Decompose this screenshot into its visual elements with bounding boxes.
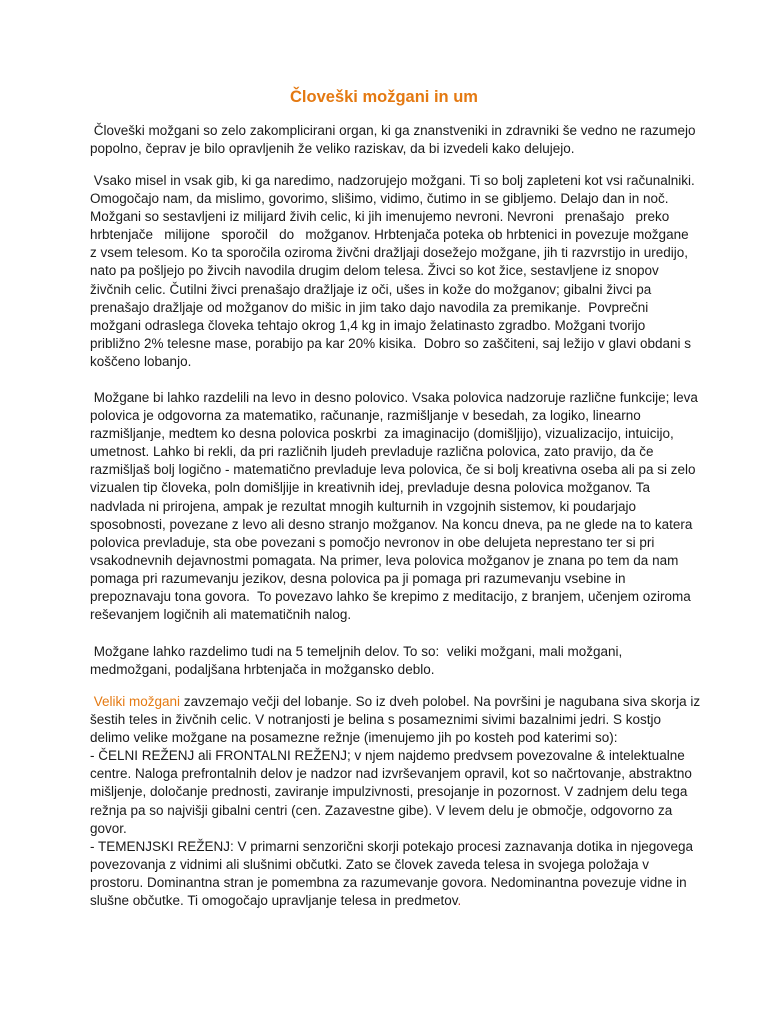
text-line: vsakodnevnih dejavnostmi pomagata. Na primer, leva polovica možganov je znana po tem da nam	[90, 552, 679, 568]
text-line: Možgani so sestavljeni iz milijard živih celic, ki jih imenujemo nevroni. Nevroni prenašajo preko	[90, 209, 670, 225]
text-line: popolno, čeprav je bilo opravljenih že veliko raziskav, da bi izvedeli kako delujejo.	[90, 141, 575, 157]
text-line	[90, 892, 690, 910]
text-line: centre. Naloga prefrontalnih delov je nadzor nad izvrševanjem opravil, kot so načrtovanje, abstraktno	[90, 766, 692, 782]
text-line: Možgane lahko razdelimo tudi na 5 temeljnih delov. To so: veliki možgani, mali možgani,	[90, 644, 623, 659]
text-line: hrbtenjače milijone sporočil do možganov. Hrbtenjača poteka ob hrbtenici in povezuje možgane	[90, 227, 689, 243]
text-line: govor.	[90, 820, 127, 836]
text-line: razmišljaš bolj logično - matematično prevladuje leva polovica, če si bolj kreativna oseba ali pa si zelo	[90, 462, 696, 478]
text-line: šestih teles in živčnih celic. V notranjosti je belina s posameznimi sivimi bazalnimi jedri. S kostjo	[90, 712, 661, 728]
last-line-text: slušne občutke. Ti omogočajo upravljanje telesa in predmetov	[90, 893, 458, 909]
text-line: Omogočajo nam, da mislimo, govorimo, slišimo, vidimo, čutimo in se gibljemo. Delajo dan in noč.	[90, 191, 669, 207]
document-title: Človeški možgani in um	[290, 88, 478, 106]
text-line: možgani odraslega človeka tehtajo okrog 1,4 kg in imajo želatinasto zgradbo. Možgani tvorijo	[90, 317, 646, 333]
text-line: umetnost. Lahko bi rekli, da pri različnih ljudeh prevladuje različna polovica, zato pravijo, da če	[90, 444, 654, 460]
paragraph-hemispheres	[90, 389, 698, 624]
text-line: z vsem telesom. Ko ta sporočila oziroma živčni dražljaji dosežejo možgane, jih ti razvrstijo in uredijo,	[90, 245, 688, 261]
paragraph-cerebrum	[90, 693, 701, 910]
text-line: prepoznavaju tona govora. To povezavo lahko še krepimo z meditacijo, z branjem, učenjem oziroma	[90, 589, 691, 605]
paragraph-five-parts	[90, 643, 690, 679]
paragraph-thoughts	[90, 172, 695, 371]
text-line: nadvlada ni prirojena, ampak je rezultat mnogih kulturnih in vzgojnih sistemov, ki poudarjajo	[90, 498, 637, 514]
text-line: Vsako misel in vsak gib, ki ga naredimo, nadzorujejo možgani. Ti so bolj zapleteni kot vsi računalniki.	[90, 173, 695, 188]
text-line	[90, 693, 701, 711]
end-mark: .	[457, 893, 462, 909]
text-line: vizualen tip človeka, poln domišljije in kreativnih idej, prevladuje desna polovica možganov. Ta	[90, 480, 651, 496]
text-line: delimo velike možgane na posamezne režnje (imenujemo jih po kosteh pod katerimi so):	[90, 730, 618, 746]
text-line: pomaga pri razumevanju jezikov, desna polovica pa ji pomaga pri razumevanju vsebine in	[90, 570, 626, 586]
text-line: reševanjem logičnih ali matematičnih nalog.	[90, 607, 352, 623]
text-line: polovica je odgovorna za matematiko, računanje, razmišljanje v besedah, za logiko, linearno	[90, 408, 641, 424]
text-line: živčnih celic. Čutilni živci prenašajo dražljaje iz oči, ušes in kože do možganov; gibalni živci pa	[90, 281, 652, 297]
text-line: približno 2% telesne mase, porabijo pa kar 20% kisika. Dobro so zaščiteni, saj ležijo v glavi obdani s	[90, 335, 692, 351]
text-line: mišljenje, določanje prednosti, zaviranje impulzivnosti, presojanje in pozornost. V zadnjem delu tega	[90, 784, 688, 800]
text-line: sposobnosti, povezane z levo ali desno stranjo možganov. Na koncu dneva, pa ne glede na to katera	[90, 516, 693, 532]
text-line: prostoru. Dominantna stran je pomembna za razumevanje govora. Nedominantna povezuje vidne in	[90, 874, 687, 890]
line-rest: zavzemajo večji del lobanje. So iz dveh polobel. Na površini je nagubana siva skorja iz	[180, 694, 701, 709]
text-line: - TEMENJSKI REŽENJ: V primarni senzorični skorji potekajo procesi zaznavanja dotika in njegovega	[90, 838, 694, 854]
text-line: - ČELNI REŽENJ ali FRONTALNI REŽENJ; v njem najdemo predvsem povezovalne & intelektualne	[90, 748, 685, 764]
text-line: režnja pa so najvišji gibalni centri (cen. Zazavestne gibe). V levem delu je območje, odgovorno za	[90, 802, 673, 818]
paragraph-intro	[90, 122, 696, 158]
text-line: nato pa pošljejo po živcih navodila drugim delom telesa. Živci so kot žice, sestavljene iz snopov	[90, 263, 659, 279]
text-line: koščeno lobanjo.	[90, 353, 192, 369]
text-line: medmožgani, podaljšana hrbtenjača in možgansko deblo.	[90, 662, 435, 678]
text-line: povezovanja z vidnimi ali slušnimi občutki. Zato se človek zaveda telesa in svojega položaja v	[90, 856, 650, 872]
highlighted-term: Veliki možgani	[93, 694, 181, 709]
text-line: polovica prevladuje, sta obe povezani s pomočjo nevronov in obe delujeta neprestano ter si pri	[90, 534, 655, 550]
text-line: razmišljanje, medtem ko desna polovica poskrbi za imaginacijo (domišljijo), vizualizacijo, intuicijo,	[90, 426, 674, 442]
text-line: Človeški možgani so zelo zakomplicirani organ, ki ga znanstveniki in zdravniki še vedno ne razumejo	[90, 123, 696, 138]
text-line: Možgane bi lahko razdelili na levo in desno polovico. Vsaka polovica nadzoruje različne funkcije; leva	[90, 390, 698, 405]
text-line: prenašajo dražljaje od možganov do mišic in jim tako dajo navodila za premikanje. Povprečni	[90, 299, 649, 315]
